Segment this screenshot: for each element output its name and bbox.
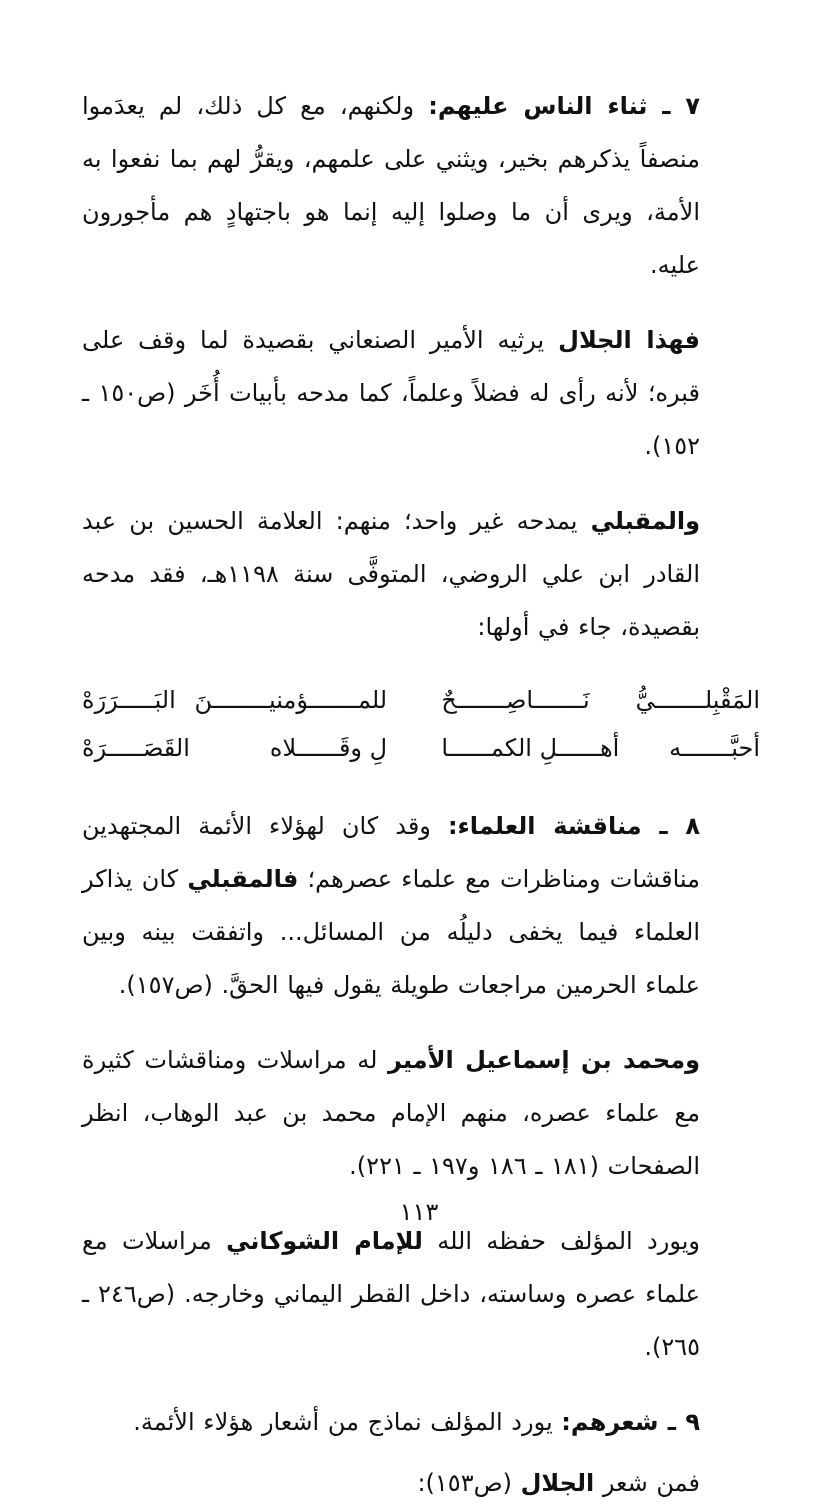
poem-word: أهــــــلِ الكمــــــا (441, 734, 620, 762)
section-heading-debates: ٨ ـ مناقشة العلماء: (447, 812, 700, 840)
name-jalal: الجلال (520, 1469, 595, 1497)
paragraph-text: يمدحه غير واحد؛ منهم: العلامة الحسين بن عبد القادر ابن علي الروضي، المتوفَّى سنة ١١٩٨هـ، فقد مدحه بقصيدة، جاء في أولها: (82, 507, 700, 641)
poem-word: البَـــــرَرَهْ (82, 686, 176, 714)
poem-block (82, 676, 760, 772)
paragraph-poetry (82, 1396, 760, 1449)
poem-word: المَقْبِلـــــــيُّ (635, 686, 760, 714)
name-maqbali: والمقبلي (590, 507, 700, 535)
paragraph-shawkani (82, 1215, 760, 1374)
name-jalal: فهذا الجلال (558, 326, 700, 354)
paragraph-text: كان يذاكر العلماء فيما يخفى دليلُه من المسائل... واتفقت بينه وبين علماء الحرمين مراجعات طويلة يقول فيها الحقَّ. (ص١٥٧). (82, 865, 700, 999)
paragraph-text: فمن شعر (594, 1469, 700, 1497)
name-maqbali: فالمقبلي (187, 865, 299, 893)
paragraph-text: ولكنهم، مع كل ذلك، لم يعدَموا منصفاً يذكرهم بخير، ويثني على علمهم، ويقرُّ لهم بما نفعوا به الأمة، ويرى أن ما وصلوا إليه إنما هو باجتهادٍ هم مأجورون عليه. (82, 92, 700, 279)
paragraph-jalal-poetry (82, 1457, 760, 1510)
poem-hemistich-first (441, 676, 760, 724)
paragraph-amir (82, 1034, 760, 1193)
paragraph-text: مراسلات مع علماء عصره وساسته، داخل القطر اليماني وخارجه. (ص٢٤٦ ـ ٢٦٥). (82, 1227, 700, 1361)
poem-word: أحبَّـــــــه (669, 734, 760, 762)
poem-word: القَصَـــــرَهْ (82, 734, 190, 762)
paragraph-jalal (82, 314, 760, 473)
name-amir: ومحمد بن إسماعيل الأمير (388, 1046, 701, 1074)
poem-word: للمـــــــؤمنيــــــــنَ (194, 686, 388, 714)
poem-word: نَـــــــاصِـــــــحٌ (441, 686, 590, 714)
paragraph-text: ويورد المؤلف حفظه الله (422, 1227, 700, 1255)
page-number: ١١٣ (399, 1198, 439, 1226)
poem-hemistich-second (82, 676, 387, 724)
section-heading-poetry: ٩ ـ شعرهم: (561, 1408, 700, 1436)
paragraph-text: له مراسلات ومناقشات كثيرة مع علماء عصره، منهم الإمام محمد بن عبد الوهاب، انظر الصفحات (١٨١ ـ ١٨٦ و١٩٧ ـ ٢٢١). (82, 1046, 700, 1180)
paragraph-text: يرثيه الأمير الصنعاني بقصيدة لما وقف على قبره؛ لأنه رأى له فضلاً وعلماً، كما مدحه بأبيات أُخَر (ص١٥٠ ـ ١٥٢). (82, 326, 700, 460)
paragraph-text: وقد كان لهؤلاء الأئمة المجتهدين مناقشات ومناظرات مع علماء عصرهم؛ (82, 812, 700, 893)
paragraph-maqbali (82, 495, 760, 654)
poem-line (82, 724, 760, 772)
paragraph-text: يورد المؤلف نماذج من أشعار هؤلاء الأئمة. (133, 1408, 562, 1436)
paragraph-praise (82, 80, 760, 292)
poem-hemistich-first (441, 724, 760, 772)
poem-line (82, 676, 760, 724)
section-heading-praise: ٧ ـ ثناء الناس عليهم: (428, 92, 700, 120)
poem-word: لِ وقَــــــلاه (269, 734, 388, 762)
paragraph-text: (ص١٥٣): (417, 1469, 521, 1497)
name-shawkani: للإمام الشوكاني (226, 1227, 423, 1255)
paragraph-debates (82, 800, 760, 1012)
poem-hemistich-second (82, 724, 387, 772)
